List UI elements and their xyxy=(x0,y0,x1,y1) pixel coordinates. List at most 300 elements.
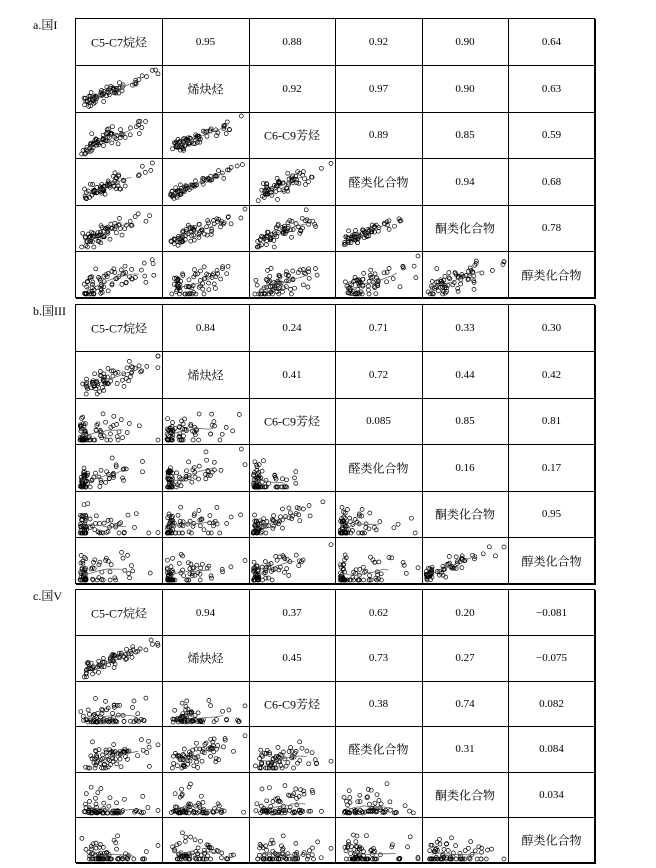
scatter-cell xyxy=(249,445,336,492)
scatter-point xyxy=(384,279,388,283)
scatter-point xyxy=(126,553,130,557)
scatter-plot xyxy=(163,538,249,584)
scatter-point xyxy=(111,711,115,715)
scatter-matrix xyxy=(75,589,595,863)
variable-name-cell xyxy=(336,159,423,206)
scatter-point xyxy=(308,514,312,518)
scatter-plot xyxy=(336,818,422,863)
scatter-point xyxy=(260,188,264,192)
scatter-point xyxy=(367,511,371,515)
scatter-point xyxy=(264,531,268,535)
scatter-point xyxy=(195,765,199,769)
scatter-point xyxy=(350,575,354,579)
scatter-point xyxy=(193,856,197,860)
scatter-point xyxy=(265,799,269,803)
scatter-point xyxy=(502,857,506,861)
scatter-cell xyxy=(249,491,336,538)
scatter-point xyxy=(435,266,439,270)
scatter-point xyxy=(372,801,376,805)
scatter-point xyxy=(340,505,344,509)
scatter-point xyxy=(142,261,146,265)
correlation-cell xyxy=(422,159,509,206)
correlation-value: 0.78 xyxy=(541,222,562,234)
scatter-point xyxy=(134,512,138,516)
scatter-point xyxy=(207,514,211,518)
scatter-point xyxy=(408,834,412,838)
scatter-point xyxy=(128,219,132,223)
scatter-point xyxy=(347,789,351,793)
scatter-cell xyxy=(163,445,250,492)
correlation-cell xyxy=(422,636,509,682)
correlation-value: 0.45 xyxy=(282,652,302,664)
scatter-point xyxy=(120,233,124,237)
scatter-point xyxy=(93,371,97,375)
scatter-point xyxy=(189,531,193,535)
correlation-cell xyxy=(422,590,509,636)
scatter-point xyxy=(357,793,361,797)
scatter-point xyxy=(136,753,140,757)
scatter-point xyxy=(114,756,118,760)
scatter-point xyxy=(139,737,143,741)
correlation-cell xyxy=(249,590,336,636)
correlation-value: 0.90 xyxy=(455,36,475,48)
scatter-plot xyxy=(163,398,249,444)
scatter-plot xyxy=(163,772,249,817)
correlation-cell xyxy=(336,112,423,159)
scatter-point xyxy=(345,508,349,512)
variable-name-cell xyxy=(422,491,509,538)
scatter-plot xyxy=(76,772,162,817)
scatter-point xyxy=(197,412,201,416)
scatter-point xyxy=(389,555,393,559)
correlation-cell xyxy=(336,305,423,352)
scatter-point xyxy=(112,414,116,418)
scatter-point xyxy=(416,254,420,258)
scatter-point xyxy=(115,847,119,851)
scatter-point xyxy=(211,524,215,528)
scatter-point xyxy=(187,277,191,281)
scatter-point xyxy=(97,562,101,566)
scatter-point xyxy=(484,857,488,861)
scatter-point xyxy=(121,436,125,440)
variable-name: C6-C9芳烃 xyxy=(263,414,320,429)
scatter-point xyxy=(307,504,311,508)
scatter-point xyxy=(144,280,148,284)
scatter-point xyxy=(178,505,182,509)
scatter-point xyxy=(294,841,298,845)
scatter-cell xyxy=(76,66,163,113)
scatter-point xyxy=(201,800,205,804)
scatter-point xyxy=(428,848,432,852)
scatter-point xyxy=(141,459,145,463)
scatter-point xyxy=(156,531,160,535)
scatter-point xyxy=(502,545,506,549)
scatter-point xyxy=(294,787,298,791)
scatter-cell xyxy=(163,491,250,538)
scatter-point xyxy=(243,558,247,562)
correlation-value: 0.17 xyxy=(541,461,562,474)
scatter-point xyxy=(98,560,102,564)
scatter-point xyxy=(443,274,447,278)
scatter-point xyxy=(447,270,451,274)
scatter-point xyxy=(283,570,287,574)
correlation-value: −0.075 xyxy=(536,652,567,664)
scatter-point xyxy=(114,231,118,235)
scatter-point xyxy=(319,809,323,813)
scatter-plot xyxy=(76,66,162,112)
scatter-point xyxy=(123,184,127,188)
scatter-plot xyxy=(76,205,162,251)
variable-name-cell xyxy=(509,538,596,585)
scatter-point xyxy=(450,835,454,839)
scatter-point xyxy=(109,222,113,226)
scatter-point xyxy=(287,506,291,510)
scatter-plot xyxy=(336,205,422,251)
scatter-point xyxy=(407,809,411,813)
scatter-point xyxy=(94,471,98,475)
scatter-point xyxy=(243,207,247,211)
scatter-point xyxy=(108,578,112,582)
variable-name: 醛类化合物 xyxy=(348,742,409,757)
scatter-point xyxy=(144,219,148,223)
scatter-point xyxy=(81,714,85,718)
scatter-point xyxy=(136,712,140,716)
scatter-point xyxy=(137,363,141,367)
scatter-point xyxy=(209,531,213,535)
scatter-point xyxy=(200,759,204,763)
variable-name-cell xyxy=(76,590,163,636)
scatter-point xyxy=(256,857,260,861)
correlation-value: 0.81 xyxy=(541,415,562,427)
scatter-point xyxy=(255,283,259,287)
correlation-cell xyxy=(336,590,423,636)
scatter-point xyxy=(180,830,184,834)
scatter-point xyxy=(178,182,182,186)
scatter-point xyxy=(241,810,245,814)
scatter-point xyxy=(296,761,300,765)
scatter-point xyxy=(230,429,234,433)
scatter-point xyxy=(206,287,210,291)
scatter-point xyxy=(108,569,112,573)
scatter-point xyxy=(94,841,98,845)
scatter-point xyxy=(84,392,88,396)
variable-name: 酮类化合物 xyxy=(434,221,495,236)
scatter-plot xyxy=(249,491,335,537)
scatter-point xyxy=(475,857,479,861)
scatter-point xyxy=(260,469,264,473)
scatter-plot xyxy=(249,818,335,863)
scatter-cell xyxy=(76,727,163,773)
scatter-point xyxy=(108,237,112,241)
correlation-cell xyxy=(422,352,509,399)
scatter-point xyxy=(272,514,276,518)
scatter-point xyxy=(151,642,155,646)
scatter-cell xyxy=(249,818,336,864)
scatter-point xyxy=(277,187,281,191)
scatter-point xyxy=(131,644,135,648)
scatter-point xyxy=(143,170,147,174)
scatter-point xyxy=(147,531,151,535)
scatter-point xyxy=(144,647,148,651)
scatter-point xyxy=(128,133,132,137)
scatter-point xyxy=(193,433,197,437)
scatter-point xyxy=(191,763,195,767)
correlation-value: 0.85 xyxy=(455,129,475,141)
scatter-point xyxy=(306,854,310,858)
scatter-point xyxy=(466,846,470,850)
scatter-point xyxy=(270,578,274,582)
correlation-value: 0.89 xyxy=(368,129,389,141)
variable-name: C6-C9芳烃 xyxy=(263,128,320,143)
scatter-point xyxy=(368,555,372,559)
scatter-cell xyxy=(76,352,163,399)
scatter-point xyxy=(256,198,260,202)
scatter-point xyxy=(437,837,441,841)
scatter-cell xyxy=(76,159,163,206)
scatter-point xyxy=(95,392,99,396)
scatter-cell xyxy=(76,112,163,159)
scatter-matrix xyxy=(75,18,595,298)
scatter-point xyxy=(411,811,415,815)
scatter-point xyxy=(238,216,242,220)
scatter-point xyxy=(268,274,272,278)
scatter-point xyxy=(387,227,391,231)
panel-label: a.国I xyxy=(33,18,58,32)
scatter-point xyxy=(174,470,178,474)
scatter-point xyxy=(231,749,235,753)
scatter-point xyxy=(131,569,135,573)
scatter-point xyxy=(315,273,319,277)
scatter-point xyxy=(224,271,228,275)
scatter-plot xyxy=(76,818,162,863)
scatter-point xyxy=(413,531,417,535)
scatter-point xyxy=(367,573,371,577)
correlation-cell xyxy=(422,305,509,352)
scatter-cell xyxy=(76,818,163,864)
correlation-cell xyxy=(163,590,250,636)
scatter-point xyxy=(306,285,310,289)
correlation-value: 0.68 xyxy=(541,175,562,188)
scatter-point xyxy=(216,757,220,761)
scatter-point xyxy=(86,708,90,712)
scatter-plot xyxy=(163,445,249,491)
variable-name: 醛类化合物 xyxy=(348,175,409,189)
scatter-point xyxy=(208,704,212,708)
scatter-point xyxy=(152,273,156,277)
scatter-point xyxy=(104,480,108,484)
scatter-point xyxy=(454,843,458,847)
scatter-point xyxy=(486,848,490,852)
scatter-point xyxy=(143,274,147,278)
scatter-point xyxy=(140,368,144,372)
scatter-plot xyxy=(249,252,335,298)
correlation-cell xyxy=(509,636,596,682)
scatter-cell xyxy=(76,772,163,818)
scatter-point xyxy=(243,704,247,708)
scatter-point xyxy=(194,741,198,745)
variable-name: C5-C7烷烃 xyxy=(90,35,147,50)
scatter-point xyxy=(276,745,280,749)
scatter-point xyxy=(375,793,379,797)
scatter-point xyxy=(119,764,123,768)
scatter-point xyxy=(110,456,114,460)
scatter-point xyxy=(98,389,102,393)
scatter-point xyxy=(474,259,478,263)
scatter-cell xyxy=(163,818,250,864)
scatter-point xyxy=(121,476,125,480)
scatter-cell xyxy=(76,205,163,252)
scatter-point xyxy=(193,837,197,841)
scatter-point xyxy=(186,459,190,463)
scatter-point xyxy=(175,763,179,767)
scatter-point xyxy=(409,516,413,520)
scatter-plot xyxy=(336,252,422,298)
scatter-point xyxy=(266,268,270,272)
scatter-cell xyxy=(163,252,250,299)
scatter-point xyxy=(293,286,297,290)
correlation-value: 0.84 xyxy=(195,322,216,334)
scatter-cell xyxy=(336,818,423,864)
scatter-point xyxy=(125,647,129,651)
correlation-cell xyxy=(509,205,596,252)
scatter-point xyxy=(220,709,224,713)
scatter-point xyxy=(156,843,160,847)
scatter-point xyxy=(102,144,106,148)
scatter-cell xyxy=(336,205,423,252)
scatter-point xyxy=(301,282,305,286)
scatter-point xyxy=(115,381,119,385)
correlation-cell xyxy=(422,681,509,727)
scatter-cell xyxy=(76,252,163,299)
scatter-point xyxy=(387,266,391,270)
scatter-point xyxy=(145,74,149,78)
scatter-plot xyxy=(76,636,162,681)
scatter-point xyxy=(307,276,311,280)
scatter-point xyxy=(353,229,357,233)
scatter-point xyxy=(112,742,116,746)
scatter-point xyxy=(304,208,308,212)
scatter-point xyxy=(280,766,284,770)
scatter-cell xyxy=(163,112,250,159)
scatter-point xyxy=(361,578,365,582)
scatter-point xyxy=(196,509,200,513)
scatter-cell xyxy=(163,205,250,252)
scatter-point xyxy=(240,162,244,166)
scatter-point xyxy=(98,484,102,488)
scatter-point xyxy=(272,524,276,528)
scatter-point xyxy=(252,560,256,564)
correlation-value: 0.084 xyxy=(539,743,564,755)
variable-name: 烯炔烃 xyxy=(187,82,224,96)
scatter-cell xyxy=(422,818,509,864)
scatter-cell xyxy=(163,772,250,818)
scatter-point xyxy=(298,519,302,523)
trend-line xyxy=(172,173,222,194)
scatter-point xyxy=(130,563,134,567)
scatter-point xyxy=(198,839,202,843)
scatter-point xyxy=(265,520,269,524)
scatter-point xyxy=(123,264,127,268)
scatter-point xyxy=(329,542,333,546)
scatter-point xyxy=(202,292,206,296)
scatter-point xyxy=(301,507,305,511)
scatter-point xyxy=(116,833,120,837)
scatter-cell xyxy=(163,727,250,773)
correlation-value: 0.37 xyxy=(282,606,302,619)
scatter-point xyxy=(182,747,186,751)
correlation-value: 0.92 xyxy=(282,82,302,95)
correlation-value: 0.72 xyxy=(368,368,389,381)
scatter-point xyxy=(196,711,200,715)
scatter-point xyxy=(368,268,372,272)
correlation-cell xyxy=(336,19,423,66)
scatter-point xyxy=(319,855,323,859)
scatter-point xyxy=(128,575,132,579)
scatter-point xyxy=(116,370,120,374)
panel-label: b.国III xyxy=(33,304,66,318)
scatter-point xyxy=(87,712,91,716)
scatter-point xyxy=(281,526,285,530)
scatter-cell xyxy=(249,205,336,252)
correlation-cell xyxy=(422,445,509,492)
scatter-plot xyxy=(163,159,249,205)
scatter-point xyxy=(115,761,119,765)
scatter-point xyxy=(133,526,137,530)
correlation-value: 0.082 xyxy=(539,697,564,710)
scatter-point xyxy=(253,513,257,517)
scatter-point xyxy=(344,857,348,861)
correlation-value: −0.081 xyxy=(536,606,567,619)
correlation-cell xyxy=(509,398,596,445)
scatter-point xyxy=(198,578,202,582)
correlation-cell xyxy=(163,19,250,66)
scatter-point xyxy=(137,172,141,176)
correlation-value: 0.034 xyxy=(539,788,564,801)
scatter-point xyxy=(208,432,212,436)
scatter-point xyxy=(239,114,243,118)
scatter-point xyxy=(305,857,309,861)
scatter-point xyxy=(305,749,309,753)
scatter-point xyxy=(110,125,114,129)
scatter-point xyxy=(281,833,285,837)
variable-name: 烯炔烃 xyxy=(187,651,224,666)
correlation-cell xyxy=(249,305,336,352)
variable-name-cell xyxy=(422,772,509,818)
correlation-value: 0.38 xyxy=(368,697,389,710)
correlation-cell xyxy=(422,727,509,773)
scatter-plot xyxy=(76,681,162,726)
scatter-matrix xyxy=(75,304,595,584)
scatter-point xyxy=(139,268,143,272)
scatter-point xyxy=(183,835,187,839)
scatter-point xyxy=(226,264,230,268)
scatter-point xyxy=(194,563,198,567)
scatter-point xyxy=(109,562,113,566)
scatter-point xyxy=(373,271,377,275)
variable-name-cell xyxy=(76,305,163,352)
variable-name: C6-C9芳烃 xyxy=(263,697,320,711)
scatter-point xyxy=(117,80,121,84)
variable-name-cell xyxy=(336,727,423,773)
correlation-value: 0.92 xyxy=(368,36,389,48)
scatter-point xyxy=(115,801,119,805)
correlation-value: 0.63 xyxy=(541,82,562,95)
scatter-plot xyxy=(76,445,162,491)
scatter-point xyxy=(238,513,242,517)
scatter-point xyxy=(117,216,121,220)
scatter-point xyxy=(150,161,154,165)
correlation-cell xyxy=(509,491,596,538)
